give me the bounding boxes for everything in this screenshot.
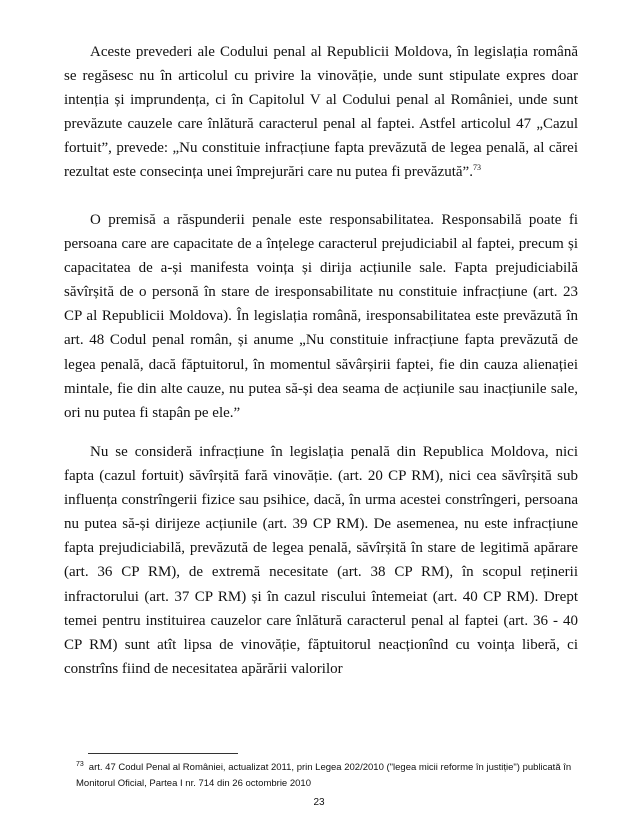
paragraph-3 bbox=[64, 440, 578, 681]
paragraph-2-text: O premisă a răspunderii penale este responsabilitatea. Responsabilă poate fi persoana care are capacitate de a înțelege caracterul prejudiciabil al faptei, precum și capacitatea de a-și manifesta voința și dirija acțiunile sale. Fapta prejudiciabilă săvîrșită de o personă în stare de iresponsabilitate nu constituie infracțiune (art. 23 CP al Republicii Moldova). În legislația română, iresponsabilitatea este prevăzută în art. 48 Codul penal român, și anume „Nu constituie infracțiune fapta prevăzută de legea penală, dacă făptuitorul, în momentul săvârșirii faptei, fie din cauza alienației mintale, fie din alte cauze, nu putea să-și dea seama de acțiunile sau inacțiunile sale, ori nu putea fi stapân pe ele.” bbox=[64, 212, 578, 421]
paragraph-1-text: Aceste prevederi ale Codului penal al Republicii Moldova, în legislația română se regăsesc nu în articolul cu privire la vinovăție, unde sunt stipulate expres doar intenția și imprundența, ci în Capitolul V al Codului penal al României, unde sunt prevăzute cauzele care înlătură caracterul penal al faptei. Astfel articolul 47 „Cazul fortuit”, prevede: „Nu constituie infracțiune fapta prevăzută de legea penală, al cărei rezultat este consecința unei împrejurări care nu putea fi prevăzută”. bbox=[64, 44, 578, 181]
footnote-text: art. 47 Codul Penal al României, actualizat 2011, prin Legea 202/2010 ("legea micii reforme în justiție") publicată în Monitorul Oficial, Partea I nr. 714 din 26 octombrie 2010 bbox=[76, 762, 572, 789]
paragraph-3-text: Nu se consideră infracțiune în legislația penală din Republica Moldova, nici fapta (cazul fortuit) săvîrșită fară vinovăție. (art. 20 CP RM), nici cea săvîrșită sub influența constrîngerii fizice sau psihice, dacă, în urma acestei constrîngeri, persoana nu putea să-și dirijeze acțiunile (art. 39 CP RM). De asemenea, nu este infracțiune fapta prejudiciabilă, prevăzută de legea penală, săvîrșită în stare de legitimă apărare (art. 36 CP RM), de extremă necesitate (art. 38 CP RM), în scopul reținerii infractorului (art. 37 CP RM) și în cazul riscului întemeiat (art. 40 CP RM). Drept temei pentru instituirea cauzelor care înlătură caracterul penal al faptei (art. 36 - 40 CP RM) sunt atît lipsa de vinovăție, făptuitorul neacționînd cu voința liberă, ci constrîns fiind de necesitatea apărării valorilor bbox=[64, 444, 578, 677]
paragraph-2 bbox=[64, 208, 578, 425]
footnote-number: 73 bbox=[76, 760, 84, 768]
footnote-reference[interactable]: 73 bbox=[472, 163, 481, 173]
footnote-divider bbox=[88, 753, 238, 754]
page-number: 23 bbox=[313, 797, 325, 808]
paragraph-1 bbox=[64, 40, 578, 185]
footnote bbox=[76, 760, 586, 792]
